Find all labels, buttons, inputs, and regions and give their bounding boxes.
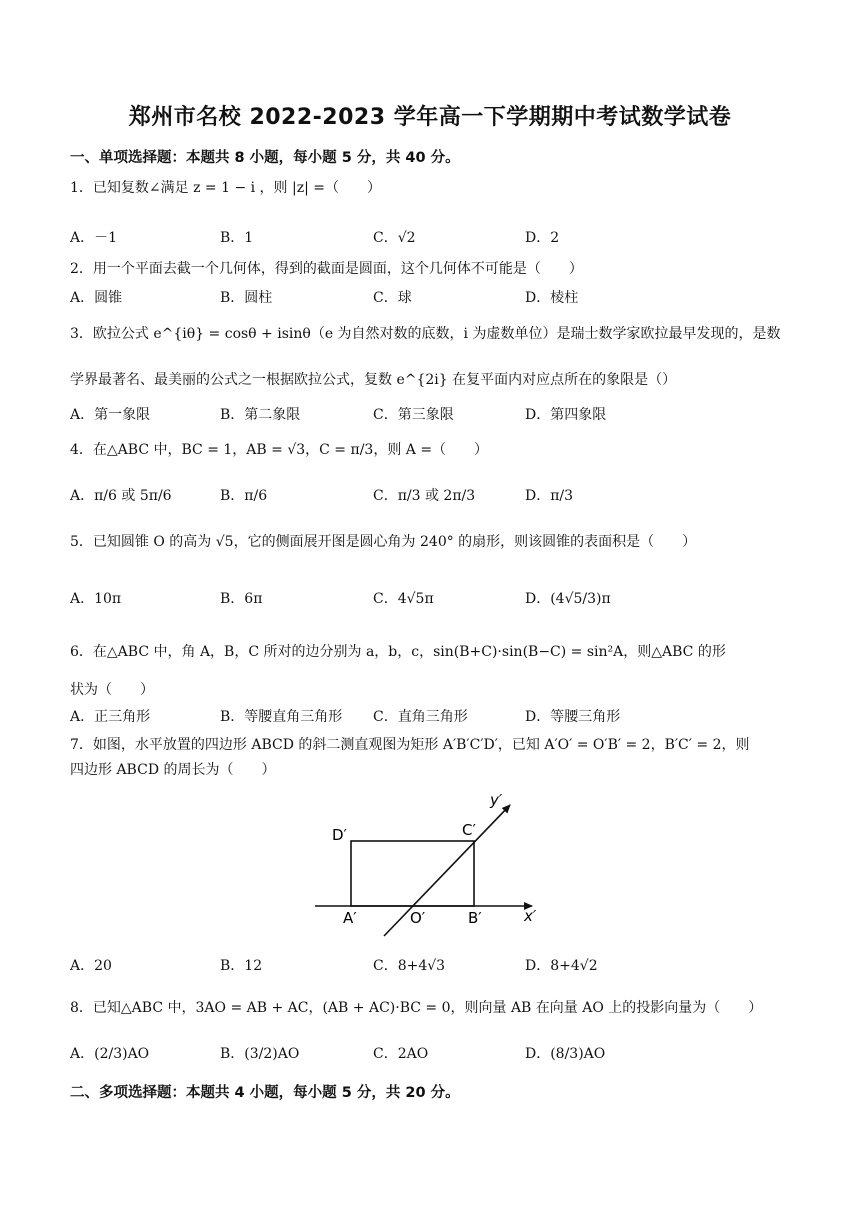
question-3-stem-line-2: 学界最著名、最美丽的公式之一根据欧拉公式，复数 e^{2i} 在复平面内对应点所在的象限是（）: [70, 372, 677, 388]
y-axis: [384, 805, 510, 936]
q3-option-c: C．第三象限: [373, 407, 454, 423]
q2-option-a: A．圆锥: [70, 290, 123, 306]
q7-option-c: C．8+4√3: [373, 958, 446, 974]
question-5-options: [70, 578, 795, 618]
q1-option-c: C．√2: [373, 230, 416, 246]
q5-option-a: A．10π: [70, 591, 122, 607]
question-2-stem: 2．用一个平面去截一个几何体，得到的截面是圆面，这个几何体不可能是（ ）: [70, 261, 583, 277]
question-4-options: [70, 475, 795, 515]
question-4-stem: 4．在△ABC 中，BC = 1，AB = √3，C = π/3，则 A =（ ）: [70, 442, 489, 458]
q1-option-a: A．－1: [70, 230, 118, 246]
q6-option-b: B．等腰直角三角形: [220, 709, 343, 725]
question-8-stem: 8．已知△ABC 中，3AO = AB + AC，(AB + AC)·BC = 0，则向量 AB 在向量 AO 上的投影向量为（ ）: [70, 1000, 763, 1016]
question-6-stem-line-1: 6．在△ABC 中，角 A，B，C 所对的边分别为 a，b，c，sin(B+C)·sin(B−C) = sin²A，则△ABC 的形: [70, 644, 726, 660]
label-a: A′: [343, 909, 357, 927]
q1-option-d: D．2: [525, 230, 560, 246]
q4-option-c: C．π/3 或 2π/3: [373, 488, 476, 504]
section-heading-single-choice: 一、单项选择题：本题共 8 小题，每小题 5 分，共 40 分。: [70, 150, 460, 166]
label-o: O′: [410, 909, 426, 927]
label-b: B′: [468, 909, 482, 927]
q7-option-d: D．8+4√2: [525, 958, 598, 974]
label-x: x′: [524, 907, 537, 925]
question-5-stem: 5．已知圆锥 O 的高为 √5，它的侧面展开图是圆心角为 240° 的扇形，则该圆锥的表面积是（ ）: [70, 534, 697, 550]
question-7-options: [70, 945, 795, 985]
question-8-options: [70, 1033, 795, 1073]
q5-option-c: C．4√5π: [373, 591, 434, 607]
question-6-stem-line-2: 状为（ ）: [70, 682, 154, 698]
question-6-options: [70, 696, 795, 736]
question-7-stem-line-1: 7．如图，水平放置的四边形 ABCD 的斜二测直观图为矩形 A′B′C′D′，已知 A′O′ = O′B′ = 2，B′C′ = 2，则: [70, 737, 750, 753]
q5-option-d: D．(4√5/3)π: [525, 591, 611, 607]
rectangle-abcd: [351, 841, 474, 906]
q4-option-d: D．π/3: [525, 488, 574, 504]
question-3-stem-line-1: 3．欧拉公式 e^{iθ} = cosθ + isinθ（e 为自然对数的底数，i 为虚数单位）是瑞士数学家欧拉最早发现的，是数: [70, 326, 781, 342]
question-3-options: [70, 394, 795, 434]
q2-option-d: D．棱柱: [525, 290, 579, 306]
question-1-options: [70, 217, 795, 257]
q6-option-c: C．直角三角形: [373, 709, 468, 725]
section-heading-multiple-choice: 二、多项选择题：本题共 4 小题，每小题 5 分，共 20 分。: [70, 1085, 460, 1101]
question-7-figure: [300, 788, 560, 943]
label-c: C′: [462, 821, 476, 839]
q8-option-a: A．(2/3)AO: [70, 1046, 150, 1062]
q4-option-a: A．π/6 或 5π/6: [70, 488, 172, 504]
q6-option-a: A．正三角形: [70, 709, 151, 725]
q3-option-a: A．第一象限: [70, 407, 151, 423]
question-7-stem-line-2: 四边形 ABCD 的周长为（ ）: [70, 762, 276, 778]
q3-option-b: B．第二象限: [220, 407, 301, 423]
q6-option-d: D．等腰三角形: [525, 709, 621, 725]
q5-option-b: B．6π: [220, 591, 263, 607]
q2-option-b: B．圆柱: [220, 290, 273, 306]
q1-option-b: B．1: [220, 230, 254, 246]
q8-option-d: D．(8/3)AO: [525, 1046, 606, 1062]
q8-option-c: C．2AO: [373, 1046, 429, 1062]
q4-option-b: B．π/6: [220, 488, 268, 504]
label-d: D′: [332, 826, 347, 844]
question-2-options: [70, 277, 795, 317]
exam-title: 郑州市名校 2022-2023 学年高一下学期期中考试数学试卷: [128, 105, 732, 130]
question-1-stem: 1．已知复数∠满足 z = 1 − i ，则 |z| =（ ）: [70, 180, 382, 196]
q3-option-d: D．第四象限: [525, 407, 607, 423]
q7-option-a: A．20: [70, 958, 112, 974]
q2-option-c: C．球: [373, 290, 412, 306]
q8-option-b: B．(3/2)AO: [220, 1046, 300, 1062]
label-y: y′: [490, 791, 503, 809]
q7-option-b: B．12: [220, 958, 263, 974]
